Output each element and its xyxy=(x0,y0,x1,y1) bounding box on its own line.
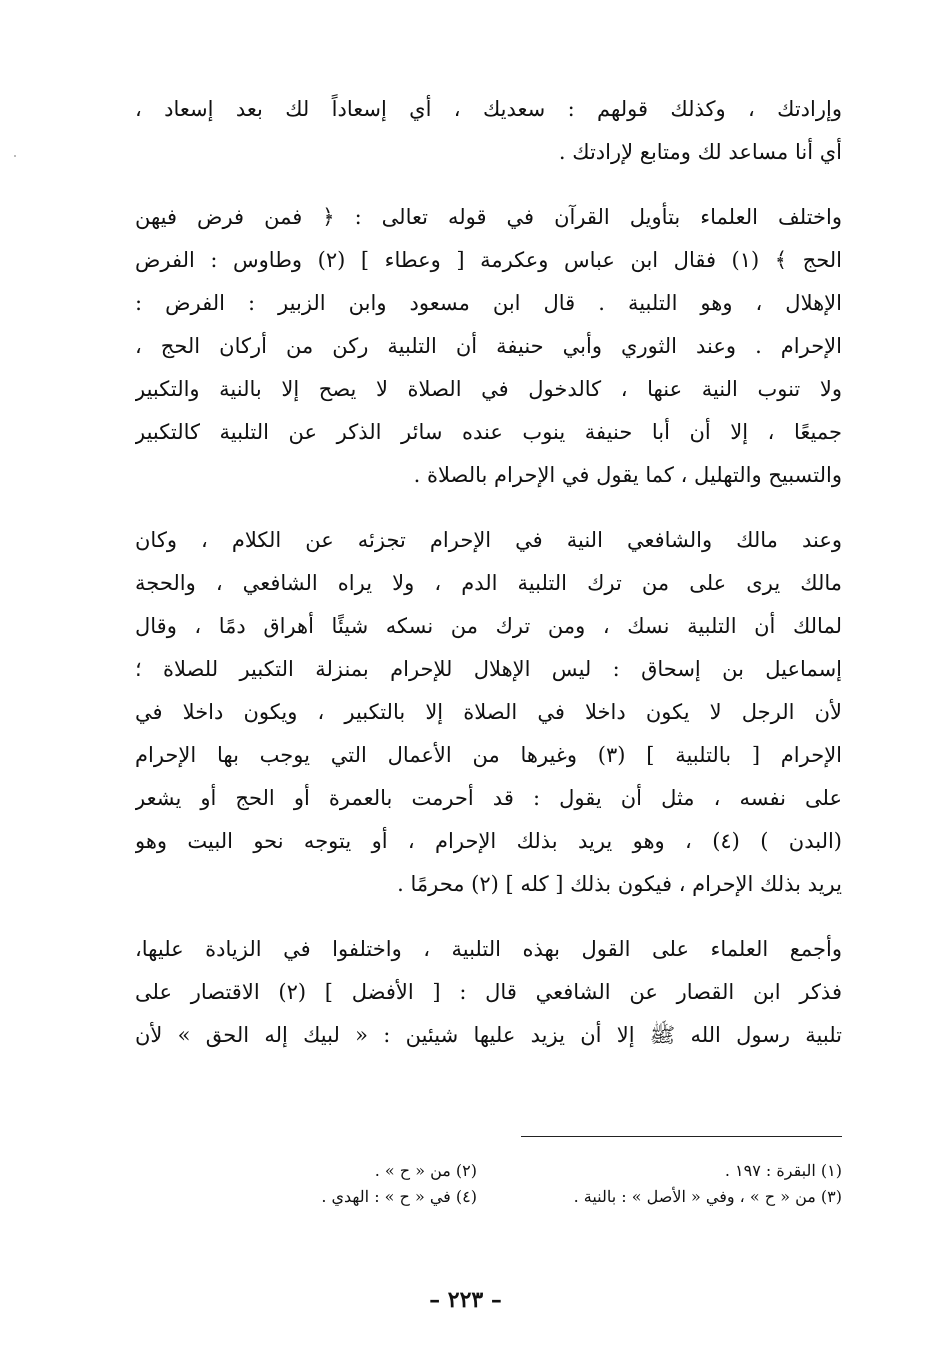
paragraph xyxy=(135,88,842,174)
text-line: (البدن ) (٤) ، وهو يريد بذلك الإحرام ، أو يتوجه نحو البيت وهو xyxy=(135,829,842,853)
text-line: على نفسه ، مثل أن يقول : قد أحرمت بالعمرة أو الحج أو يشعر xyxy=(135,786,842,810)
text-line: تلبية رسول الله ﷺ إلا أن يزيد عليها شيئين : « لبيك إله الحق » لأن xyxy=(135,1023,842,1047)
paragraph xyxy=(135,928,842,1057)
footnote: (٤) في « ح » : الهدي . xyxy=(321,1187,477,1206)
footnote-row xyxy=(135,1158,842,1184)
text-line: الحج ﴾ (١) فقال ابن عباس وعكرمة [ وعطاء ] (٢) وطاوس : الفرض xyxy=(135,248,842,272)
text-line: الإحرام . وعند الثوري وأبي حنيفة أن التلبية ركن من أركان الحج ، xyxy=(135,334,842,358)
footnote-separator xyxy=(521,1136,842,1137)
text-line: إسماعيل بن إسحاق : ليس الإهلال للإحرام بمنزلة التكبير للصلاة ؛ xyxy=(135,657,842,681)
text-line: الإحرام [ بالتلبية ] (٣) وغيرها من الأعمال التي يوجب بها الإحرام xyxy=(135,743,842,767)
paragraph xyxy=(135,196,842,497)
scan-speck xyxy=(14,155,16,157)
text-line: أي أنا مساعد لك ومتابع لإرادتك . xyxy=(558,140,842,164)
footnote: (٣) من « ح » ، وفي « الأصل » : بالنية . xyxy=(573,1187,842,1206)
text-line: وإرادتك ، وكذلك قولهم : سعديك ، أي إسعاداً لك بعد إسعاد ، xyxy=(135,97,842,121)
text-line: مالك يرى على من ترك التلبية الدم ، ولا يراه الشافعي ، والحجة xyxy=(135,571,842,595)
footnote: (٢) من « ح » . xyxy=(374,1161,477,1180)
footnotes xyxy=(135,1158,842,1210)
text-line: الإهلال ، وهو التلبية . قال ابن مسعود وابن الزبير : الفرض : xyxy=(135,291,842,315)
page-number: – ٢٢٣ – xyxy=(429,1287,502,1313)
text-line: ولا تنوب النية عنها ، كالدخول في الصلاة لا يصح إلا بالنية والتكبير xyxy=(135,377,842,401)
text-line: جميعًا ، إلا أن أبا حنيفة ينوب عنده سائر الذكر عن التلبية كالتكبير xyxy=(135,420,842,444)
text-line: لأن الرجل لا يكون داخلا في الصلاة إلا بالتكبير ، ويكون داخلا في xyxy=(135,700,842,724)
main-text xyxy=(135,88,842,1057)
text-line: وعند مالك والشافعي النية في الإحرام تجزئه عن الكلام ، وكان xyxy=(135,528,842,552)
footnote: (١) البقرة : ١٩٧ . xyxy=(724,1161,842,1180)
footnote-row xyxy=(135,1184,842,1210)
text-line: وأجمع العلماء على القول بهذه التلبية ، واختلفوا في الزيادة عليها، xyxy=(135,937,842,961)
text-line: فذكر ابن القصار عن الشافعي قال : [ الأفضل ] (٢) الاقتصار على xyxy=(135,980,842,1004)
text-line: واختلف العلماء بتأويل القرآن في قوله تعالى : ﴿ فمن فرض فيهن xyxy=(135,205,842,229)
text-line: لمالك أن التلبية نسك ، ومن ترك من نسكه شيئًا أهراق دمًا ، وقال xyxy=(135,614,842,638)
text-line: يريد بذلك الإحرام ، فيكون بذلك [ كله ] (٢) محرمًا . xyxy=(397,872,842,896)
text-line: والتسبيح والتهليل ، كما يقول في الإحرام بالصلاة . xyxy=(413,463,842,487)
paragraph xyxy=(135,519,842,906)
